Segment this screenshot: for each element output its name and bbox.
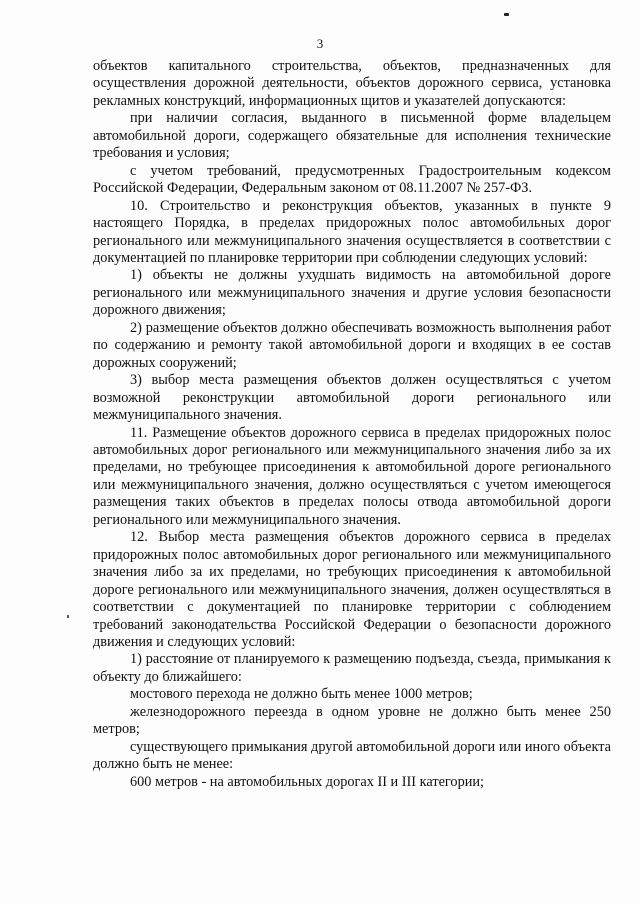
- paragraph: 600 метров - на автомобильных дорогах II и III категории;: [130, 773, 485, 790]
- paragraph: при наличии согласия, выданного в письменной форме владельцем автомобильной дороги, содержащего обязательные для исполнения технические требования и условия;: [93, 110, 611, 162]
- paragraph: 11. Размещение объектов дорожного сервиса в пределах придорожных полос автомобильных дорог регионального или межмуниципального значения либо за их пределами, но требующее присоединения к автомобильной дороге регионального или межмуниципального значения, должно осуществляться с учетом имеющегося размещения таких объектов в пределах полосы отвода автомобильной дороги регионального или межмуниципального значения.: [93, 424, 611, 528]
- paragraph: 12. Выбор места размещения объектов дорожного сервиса в пределах придорожных полос автомобильных дорог регионального или межмуниципального значения либо за их пределами, но требующих присоединения к автомобильной дороге регионального или межмуниципального значения, должен осуществляться в соответствии с документацией по планировке территории с соблюдением требований законодательства Российской Федерации о безопасности дорожного движения и следующих условий:: [93, 529, 611, 650]
- paragraph: объектов капитального строительства, объектов, предназначенных для осуществления дорожной деятельности, объектов дорожного сервиса, установка рекламных конструкций, информационных щитов и указателей допускаются:: [93, 58, 611, 109]
- scan-speck: [504, 13, 509, 16]
- paragraph: 1) расстояние от планируемого к размещению подъезда, съезда, примыкания к объекту до ближайшего:: [93, 651, 611, 685]
- paragraph: 3) выбор места размещения объектов должен осуществляться с учетом возможной реконструкции автомобильной дороги регионального или межмуниципального значения.: [93, 372, 611, 424]
- scan-speck: [67, 615, 69, 618]
- paragraph: 1) объекты не должны ухудшать видимость на автомобильной дороге регионального или межмуниципального значения и другие условия безопасности дорожного движения;: [93, 267, 611, 319]
- paragraph: 2) размещение объектов должно обеспечивать возможность выполнения работ по содержанию и ремонту такой автомобильной дороги и входящих в ее состав дорожных сооружений;: [93, 319, 611, 371]
- paragraph: с учетом требований, предусмотренных Градостроительным кодексом Российской Федерации, Федеральным законом от 08.11.2007 № 257-ФЗ.: [93, 162, 611, 197]
- paragraph: существующего примыкания другой автомобильной дороги или иного объекта должно быть не менее:: [93, 738, 611, 773]
- paragraph: железнодорожного переезда в одном уровне не должно быть менее 250 метров;: [93, 703, 611, 738]
- paragraph: 10. Строительство и реконструкция объектов, указанных в пункте 9 настоящего Порядка, в пределах придорожных полос автомобильных дорог регионального или межмуниципального значения осуществляется в соответствии с документацией по планировке территории при соблюдении следующих условий:: [93, 197, 611, 266]
- document-body: [93, 58, 611, 791]
- paragraph: мостового перехода не должно быть менее 1000 метров;: [130, 686, 473, 703]
- page-number: 3: [316, 36, 324, 51]
